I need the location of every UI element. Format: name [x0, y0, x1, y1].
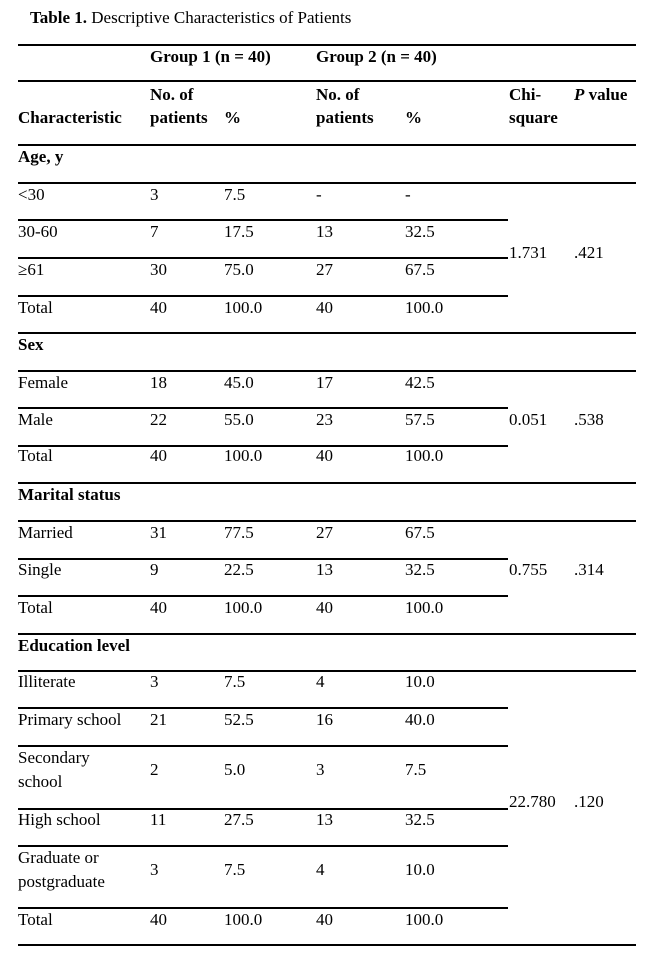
header-group1: Group 1 (n = 40) — [150, 47, 271, 66]
caption-title: Descriptive Characteristics of Patients — [91, 8, 352, 27]
table-caption — [30, 8, 351, 28]
chi-square-value: 22.780 — [509, 792, 556, 811]
cell-g2-n: 4 — [316, 860, 325, 879]
row-label: Single — [18, 560, 62, 579]
cell-g2-pct: - — [405, 185, 411, 204]
cell-g1-n: 3 — [150, 185, 159, 204]
rule-bottom — [18, 944, 636, 946]
header-g2-pct: % — [405, 108, 422, 127]
header-g1-patients: patients — [150, 108, 208, 127]
row-label: Primary school — [18, 710, 122, 729]
cell-g2-n: 27 — [316, 260, 333, 279]
cell-g1-n: 11 — [150, 810, 167, 829]
cell-g2-pct: 10.0 — [405, 672, 435, 691]
cell-g2-pct: 32.5 — [405, 560, 435, 579]
cell-g1-n: 40 — [150, 298, 167, 317]
cell-g1-n: 3 — [150, 860, 159, 879]
chi-square-value: 0.755 — [509, 560, 548, 579]
cell-g1-pct: 27.5 — [224, 810, 254, 829]
p-value: .120 — [574, 792, 604, 811]
cell-g2-n: 3 — [316, 760, 325, 779]
header-chi-2: square — [509, 108, 558, 127]
row-label: Total — [18, 598, 53, 617]
section-title: Marital status — [18, 485, 121, 504]
cell-g2-pct: 100.0 — [405, 446, 444, 465]
rule — [18, 182, 636, 184]
cell-g2-pct: 67.5 — [405, 523, 435, 542]
cell-g1-n: 9 — [150, 560, 159, 579]
cell-g2-n: 17 — [316, 373, 333, 392]
cell-g1-pct: 100.0 — [224, 298, 263, 317]
cell-g1-n: 40 — [150, 910, 167, 929]
chi-square-value: 1.731 — [509, 243, 548, 262]
row-label: High school — [18, 810, 101, 829]
cell-g1-pct: 7.5 — [224, 185, 246, 204]
cell-g2-pct: 100.0 — [405, 910, 444, 929]
chi-square-value: 0.051 — [509, 410, 548, 429]
p-value: .421 — [574, 243, 604, 262]
rule-header-mid — [18, 80, 636, 82]
cell-g1-n: 40 — [150, 446, 167, 465]
cell-g1-pct: 5.0 — [224, 760, 246, 779]
header-g1-pct: % — [224, 108, 241, 127]
row-label: <30 — [18, 185, 45, 204]
cell-g1-pct: 52.5 — [224, 710, 254, 729]
section-title: Education level — [18, 636, 130, 655]
cell-g2-pct: 7.5 — [405, 760, 427, 779]
header-group2: Group 2 (n = 40) — [316, 47, 437, 66]
cell-g1-pct: 77.5 — [224, 523, 254, 542]
cell-g2-n: 27 — [316, 523, 333, 542]
cell-g1-n: 2 — [150, 760, 159, 779]
cell-g2-n: 13 — [316, 810, 333, 829]
row-label: Illiterate — [18, 672, 76, 691]
row-label: Married — [18, 523, 73, 542]
header-characteristic: Characteristic — [18, 108, 122, 127]
cell-g2-n: 4 — [316, 672, 325, 691]
cell-g1-pct: 22.5 — [224, 560, 254, 579]
row-label: Secondary school — [18, 748, 90, 791]
header-p-value: P value — [574, 85, 628, 104]
caption-label: Table 1. — [30, 8, 88, 27]
row-label: Total — [18, 446, 53, 465]
cell-g1-n: 31 — [150, 523, 167, 542]
rule — [18, 144, 636, 146]
row-label: Male — [18, 410, 53, 429]
cell-g1-n: 30 — [150, 260, 167, 279]
section-title: Age, y — [18, 147, 64, 166]
cell-g2-pct: 32.5 — [405, 222, 435, 241]
cell-g1-pct: 45.0 — [224, 373, 254, 392]
cell-g1-n: 18 — [150, 373, 167, 392]
cell-g2-pct: 57.5 — [405, 410, 435, 429]
cell-g2-pct: 10.0 — [405, 860, 435, 879]
cell-g2-n: 40 — [316, 298, 333, 317]
cell-g2-pct: 40.0 — [405, 710, 435, 729]
section-title: Sex — [18, 335, 44, 354]
cell-g2-n: - — [316, 185, 322, 204]
cell-g1-pct: 100.0 — [224, 598, 263, 617]
header-g1-noof: No. of — [150, 85, 194, 104]
cell-g2-n: 13 — [316, 222, 333, 241]
cell-g1-pct: 100.0 — [224, 910, 263, 929]
cell-g1-pct: 7.5 — [224, 672, 246, 691]
cell-g2-n: 16 — [316, 710, 333, 729]
row-label: Total — [18, 910, 53, 929]
row-label: Total — [18, 298, 53, 317]
p-value: .538 — [574, 410, 604, 429]
cell-g2-n: 40 — [316, 446, 333, 465]
header-g2-patients: patients — [316, 108, 374, 127]
rule — [18, 332, 636, 334]
row-label: Graduate or postgraduate — [18, 848, 105, 891]
cell-g1-pct: 7.5 — [224, 860, 246, 879]
cell-g1-n: 40 — [150, 598, 167, 617]
cell-g2-pct: 42.5 — [405, 373, 435, 392]
cell-g1-pct: 17.5 — [224, 222, 254, 241]
cell-g1-pct: 100.0 — [224, 446, 263, 465]
cell-g1-n: 3 — [150, 672, 159, 691]
cell-g2-n: 13 — [316, 560, 333, 579]
cell-g2-pct: 32.5 — [405, 810, 435, 829]
cell-g2-n: 40 — [316, 598, 333, 617]
cell-g2-pct: 100.0 — [405, 598, 444, 617]
cell-g2-pct: 67.5 — [405, 260, 435, 279]
cell-g1-n: 7 — [150, 222, 159, 241]
cell-g1-pct: 75.0 — [224, 260, 254, 279]
cell-g1-n: 22 — [150, 410, 167, 429]
header-chi-1: Chi- — [509, 85, 542, 104]
row-label: Female — [18, 373, 69, 392]
cell-g2-pct: 100.0 — [405, 298, 444, 317]
row-label: 30-60 — [18, 222, 58, 241]
cell-g2-n: 40 — [316, 910, 333, 929]
header-g2-noof: No. of — [316, 85, 360, 104]
row-label: ≥61 — [18, 260, 45, 279]
cell-g1-pct: 55.0 — [224, 410, 254, 429]
p-value: .314 — [574, 560, 604, 579]
cell-g1-n: 21 — [150, 710, 167, 729]
cell-g2-n: 23 — [316, 410, 333, 429]
rule — [18, 670, 636, 672]
